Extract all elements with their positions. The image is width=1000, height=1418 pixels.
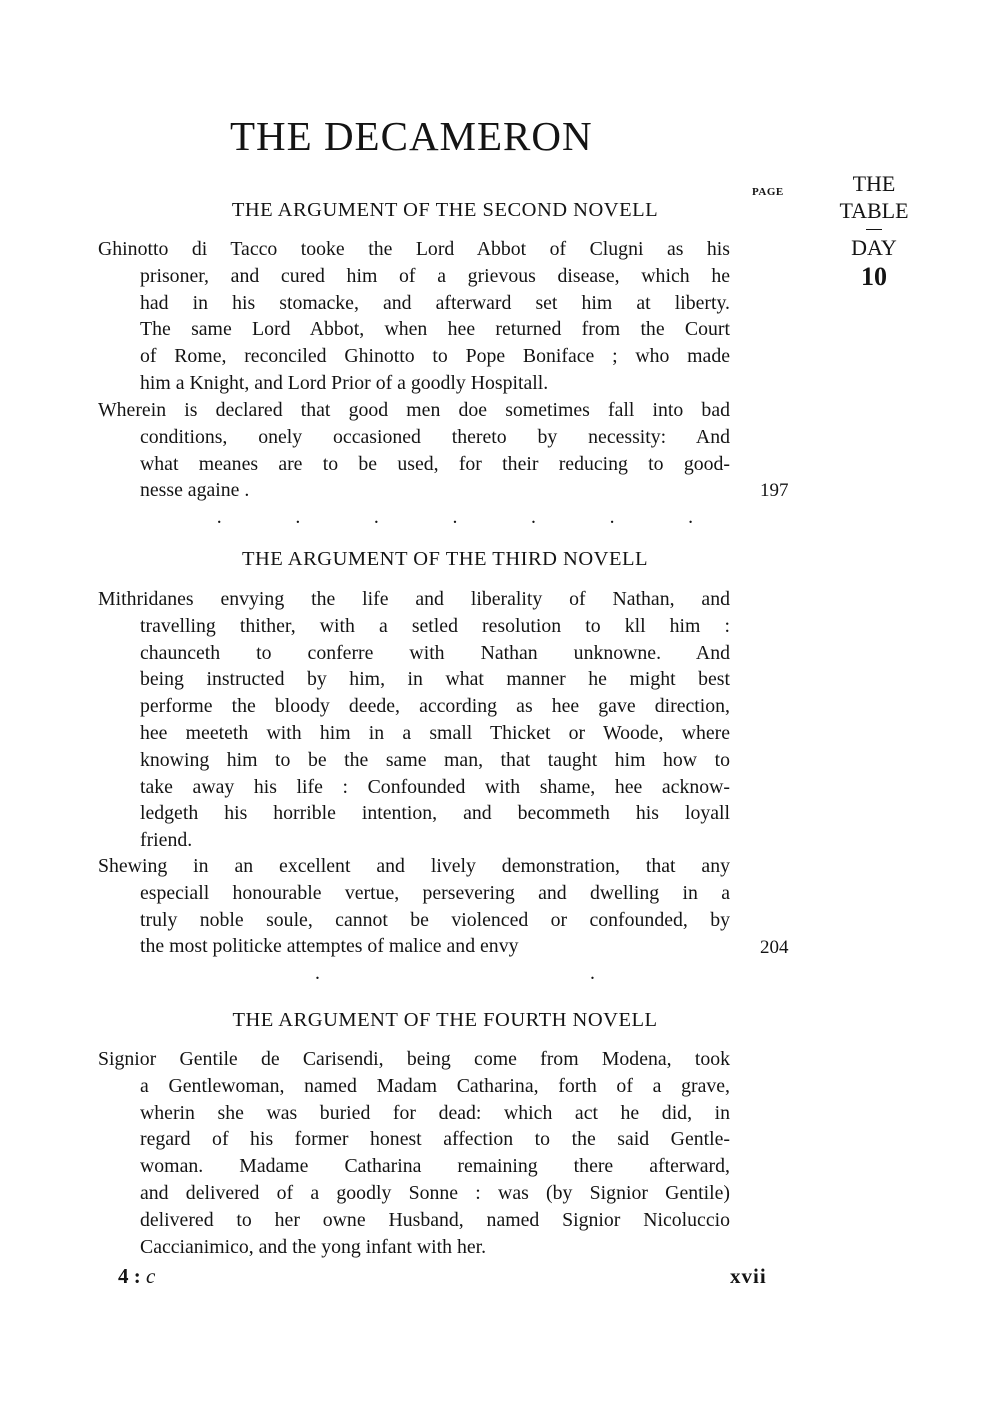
- text-line: had in his stomacke, and afterward set him at liberty.: [140, 291, 730, 314]
- text-line: nesse againe .: [140, 479, 250, 502]
- text-line: take away his life : Confounded with shame, hee acknow-: [140, 775, 730, 798]
- text-line: delivered to her owne Husband, named Signior Nicoluccio: [140, 1208, 730, 1231]
- text-line: ledgeth his horrible intention, and becommeth his loyall: [140, 802, 730, 825]
- paragraph: [98, 853, 730, 987]
- text-line: knowing him to be the same man, that taught him how to: [140, 748, 730, 771]
- side-note-day-number: 10: [861, 262, 887, 291]
- text-line: performe the bloody deede, according as hee gave direction,: [140, 695, 730, 718]
- paragraph: [98, 586, 730, 854]
- text-line: a Gentlewoman, named Madam Catharina, forth of a grave,: [140, 1074, 730, 1097]
- text-line: chaunceth to conferre with Nathan unknowne. And: [140, 641, 730, 664]
- paragraph: [98, 236, 730, 397]
- side-note-line2: TABLE: [839, 198, 909, 223]
- text-line: regard of his former honest affection to the said Gentle-: [140, 1128, 730, 1151]
- page-number: 197: [760, 480, 789, 501]
- leader-line: [98, 477, 730, 531]
- text-line: Signior Gentile de Carisendi, being come from Modena, took: [98, 1048, 730, 1070]
- leader-line: [98, 933, 730, 987]
- text-line: wherin she was buried for dead: which act he did, in: [140, 1101, 730, 1124]
- text-line: Mithridanes envying the life and liberality of Nathan, and: [98, 588, 730, 610]
- page-title: THE DECAMERON: [230, 113, 593, 159]
- section-heading: THE ARGUMENT OF THE THIRD NOVELL: [241, 548, 649, 570]
- text-line: friend.: [140, 829, 193, 852]
- text-line: travelling thither, with a setled resolution to kll him :: [140, 614, 730, 637]
- side-note-line1: THE: [852, 171, 896, 196]
- dot-leader: . .: [315, 962, 595, 985]
- text-line: him a Knight, and Lord Prior of a goodly Hospitall.: [140, 371, 549, 394]
- signature-mark: 4 : c: [118, 1264, 156, 1288]
- section-heading: THE ARGUMENT OF THE SECOND NOVELL: [231, 199, 659, 221]
- text-line: of Rome, reconciled Ghinotto to Pope Boniface ; who made: [140, 345, 730, 368]
- text-line: truly noble soule, cannot be violenced or confounded, by: [140, 908, 730, 931]
- text-line: hee meeteth with him in a small Thicket or Woode, where: [140, 721, 730, 744]
- text-line: Caccianimico, and the yong infant with her.: [140, 1235, 487, 1258]
- text-line: woman. Madame Catharina remaining there afterward,: [140, 1155, 730, 1178]
- page-number: 204: [760, 937, 789, 958]
- folio-number: xvii: [730, 1264, 767, 1288]
- text-line: what meanes are to be used, for their reducing to good-: [140, 452, 730, 475]
- text-line: especiall honourable vertue, persevering and dwelling in a: [140, 881, 730, 904]
- text-line: the most politicke attemptes of malice and envy: [140, 935, 519, 958]
- text-line: conditions, onely occasioned thereto by necessity: And: [140, 425, 730, 448]
- side-note-divider: [866, 229, 882, 230]
- text-line: Wherein is declared that good men doe sometimes fall into bad: [98, 399, 730, 421]
- side-note-day-label: DAY: [851, 235, 897, 260]
- signature-letter: c: [146, 1264, 156, 1288]
- text-line: Shewing in an excellent and lively demonstration, that any: [98, 855, 730, 877]
- text-line: prisoner, and cured him of a grievous disease, which he: [140, 264, 730, 287]
- paragraph: [98, 397, 730, 531]
- dot-leader: . . . . . . .: [216, 506, 694, 529]
- text-line: Ghinotto di Tacco tooke the Lord Abbot of Clugni as his: [98, 238, 730, 260]
- section-heading: THE ARGUMENT OF THE FOURTH NOVELL: [232, 1009, 658, 1031]
- page-column-label: PAGE: [752, 186, 784, 198]
- text-line: The same Lord Abbot, when hee returned from the Court: [140, 318, 730, 341]
- signature-number: 4: [118, 1264, 129, 1288]
- side-note: [818, 170, 930, 293]
- text-line: and delivered of a goodly Sonne : was (by Signior Gentile): [140, 1181, 730, 1204]
- text-line: being instructed by him, in what manner he might best: [140, 668, 730, 691]
- paragraph: [98, 1046, 730, 1260]
